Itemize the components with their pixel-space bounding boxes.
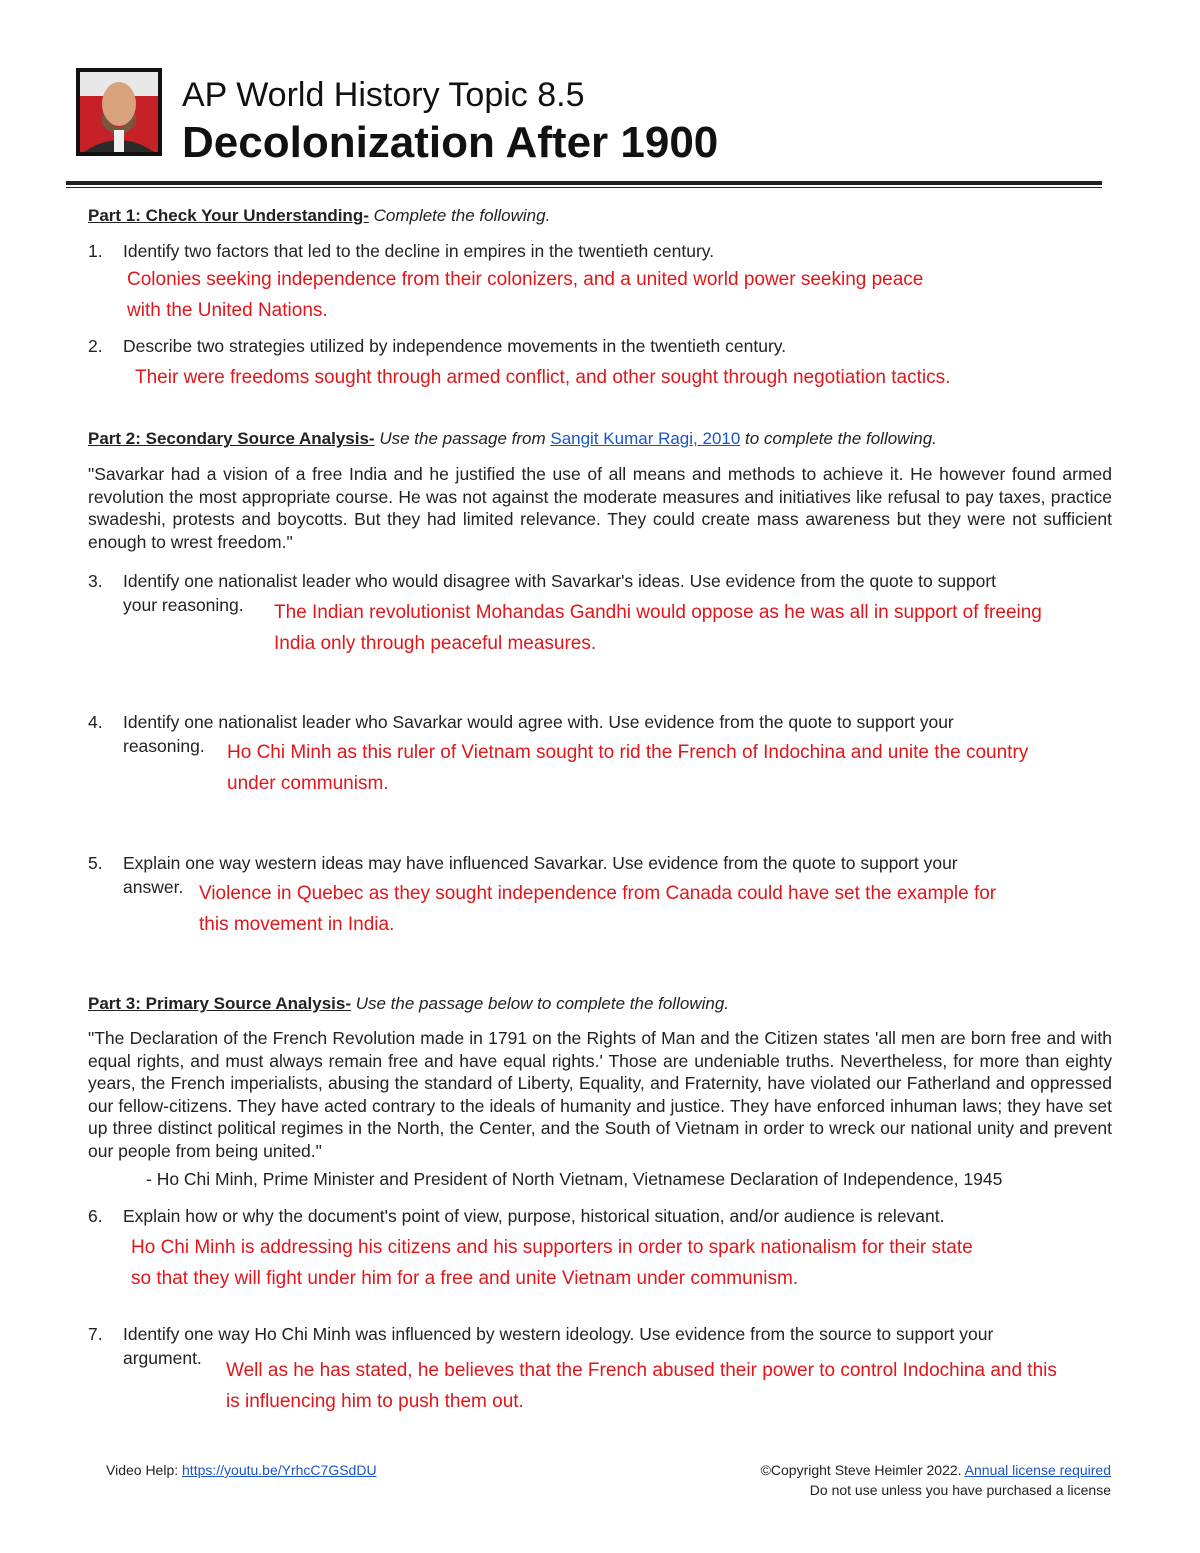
q3-number: 3. xyxy=(88,571,103,591)
q2-answer: Their were freedoms sought through armed conflict, and other sought through negotiation tactics. xyxy=(135,367,951,388)
copyright-line: ©Copyright Steve Heimler 2022. Annual license required xyxy=(760,1462,1111,1478)
q4-answer-line1: Ho Chi Minh as this ruler of Vietnam sought to rid the French of Indochina and unite the country xyxy=(227,742,1029,763)
author-portrait-icon xyxy=(80,72,158,152)
q4-answer-line2: under communism. xyxy=(227,773,389,794)
license-link[interactable]: Annual license required xyxy=(964,1462,1111,1478)
part1-heading: Part 1: Check Your Understanding- Complete the following. xyxy=(88,206,551,225)
q6-text: Explain how or why the document's point of view, purpose, historical situation, and/or audience is relevant. xyxy=(123,1206,945,1226)
header-divider-thin xyxy=(66,187,1102,188)
q2-number: 2. xyxy=(88,336,103,356)
video-help-link[interactable]: https://youtu.be/YrhcC7GSdDU xyxy=(182,1462,377,1478)
q5-answer-line2: this movement in India. xyxy=(199,914,395,935)
q6-answer-line2: so that they will fight under him for a free and unite Vietnam under communism. xyxy=(131,1268,799,1289)
q7-text-line1: Identify one way Ho Chi Minh was influenced by western ideology. Use evidence from the source to support your xyxy=(123,1324,994,1344)
q4-text-line1: Identify one nationalist leader who Savarkar would agree with. Use evidence from the quote to support your xyxy=(123,712,954,732)
ho-chi-minh-quote: "The Declaration of the French Revolution made in 1791 on the Rights of Man and the Citizen states 'all men are born free and with equal rights, and must always remain free and have equal rights.' Those are undeniable truths. Nevertheless, for more than eighty years, the French imperialists, abusing the standard of Liberty, Equality, and Fraternity, have violated our Fatherland and oppressed our fellow-citizens. They have acted contrary to the ideals of humanity and justice. They have enforced inhuman laws; they have set up three distinct political regimes in the North, the Center, and the South of Vietnam in order to wreck our national unity and prevent our people from being united." xyxy=(88,1028,1112,1161)
q2-text: Describe two strategies utilized by independence movements in the twentieth century. xyxy=(123,336,787,356)
topic-subtitle: AP World History Topic 8.5 xyxy=(182,76,585,114)
license-notice: Do not use unless you have purchased a license xyxy=(809,1482,1111,1498)
q4-text-line2: reasoning. xyxy=(123,736,205,756)
quote-attribution: - Ho Chi Minh, Prime Minister and President of North Vietnam, Vietnamese Declaration of Independence, 1945 xyxy=(146,1169,1003,1189)
q7-text-line2: argument. xyxy=(123,1348,202,1368)
q1-answer-line2: with the United Nations. xyxy=(127,300,328,321)
q4-number: 4. xyxy=(88,712,103,732)
q3-text-line1: Identify one nationalist leader who would disagree with Savarkar's ideas. Use evidence from the quote to support xyxy=(123,571,997,591)
savarkar-quote: "Savarkar had a vision of a free India and he justified the use of all means and methods to achieve it. He however found armed revolution the most appropriate course. He was not against the moderate measures and initiatives like refusal to pay taxes, practice swadeshi, protests and boycotts. But they had limited relevance. They could create mass awareness but they were not sufficient enough to wrest freedom." xyxy=(88,464,1112,552)
q1-number: 1. xyxy=(88,241,103,261)
q5-answer-line1: Violence in Quebec as they sought independence from Canada could have set the example for xyxy=(199,883,997,904)
q7-answer-line2: is influencing him to push them out. xyxy=(226,1391,524,1412)
part3-heading: Part 3: Primary Source Analysis- Use the passage below to complete the following. xyxy=(88,994,730,1013)
q1-answer-line1: Colonies seeking independence from their colonizers, and a united world power seeking peace xyxy=(127,269,924,290)
author-avatar xyxy=(76,68,162,156)
q7-number: 7. xyxy=(88,1324,103,1344)
q3-answer-line2: India only through peaceful measures. xyxy=(274,633,597,654)
q7-answer-line1: Well as he has stated, he believes that the French abused their power to control Indochina and this xyxy=(226,1360,1057,1381)
page-title: Decolonization After 1900 xyxy=(182,118,719,167)
q5-text-line1: Explain one way western ideas may have influenced Savarkar. Use evidence from the quote to support your xyxy=(123,853,958,873)
q1-text: Identify two factors that led to the decline in empires in the twentieth century. xyxy=(123,241,715,261)
q5-number: 5. xyxy=(88,853,103,873)
source-link[interactable]: Sangit Kumar Ragi, 2010 xyxy=(550,429,741,448)
q6-number: 6. xyxy=(88,1206,103,1226)
q3-answer-line1: The Indian revolutionist Mohandas Gandhi would oppose as he was all in support of freeing xyxy=(274,602,1042,623)
header-divider xyxy=(66,181,1102,185)
video-help: Video Help: https://youtu.be/YrhcC7GSdDU xyxy=(106,1462,377,1478)
q5-text-line2: answer. xyxy=(123,877,184,897)
q6-answer-line1: Ho Chi Minh is addressing his citizens and his supporters in order to spark nationalism for their state xyxy=(131,1237,973,1258)
q3-text-line2: your reasoning. xyxy=(123,595,244,615)
part2-heading: Part 2: Secondary Source Analysis- Use the passage from Sangit Kumar Ragi, 2010 to complete the following. xyxy=(88,429,937,448)
